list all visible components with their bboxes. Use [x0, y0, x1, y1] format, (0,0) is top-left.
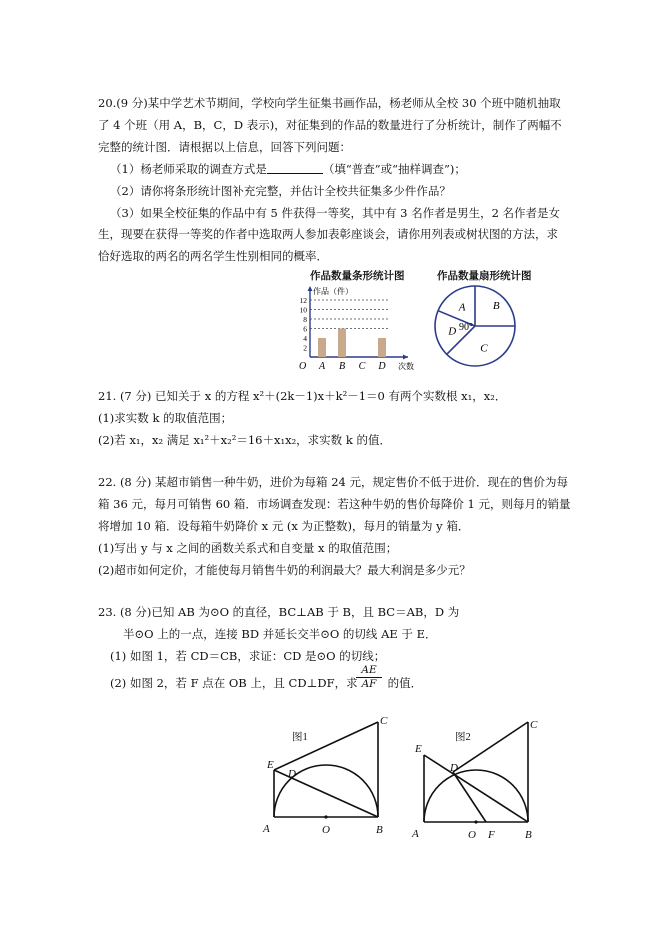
bar-chart [290, 280, 420, 375]
pie-label-d: D [448, 325, 457, 338]
bar-y-tick: 6 [303, 324, 307, 334]
q22-line-3: 将增加 10 箱．设每箱牛奶降价 x 元 (x 为正整数)，每月的销量为 y 箱． [98, 519, 470, 533]
bar-y-tick: 12 [299, 296, 307, 305]
fig2-label-d: D [450, 762, 458, 774]
fig1-label-d: D [288, 768, 296, 780]
fraction-ae-af [356, 664, 382, 691]
fraction-denominator: AF [361, 678, 377, 690]
bar-category-label: D [378, 361, 386, 372]
bar-y-tick: 8 [303, 315, 307, 324]
fig1-label-b: B [376, 824, 383, 836]
q22-line-2: 箱 36 元，每月可销售 60 箱．市场调查发现：若这种牛奶的售价每降价 1 元，则每月的销量 [98, 497, 571, 511]
q21-line-1: 21. (7 分) 已知关于 x 的方程 x²＋(2k－1)x＋k²－1＝0 有两个实数根 x₁，x₂． [98, 389, 507, 403]
bar-a [318, 338, 326, 357]
q22-line-4: (1)写出 y 与 x 之间的函数关系式和自变量 x 的取值范围； [98, 541, 398, 555]
bar-y-tick: 10 [299, 305, 307, 315]
q23-line-2: 半⊙O 上的一点，连接 BD 并延长交半⊙O 的切线 AE 于 E． [123, 627, 437, 641]
q20-sub-1 [110, 161, 466, 177]
q22-line-1: 22. (8 分) 某超市销售一种牛奶，进价为每箱 24 元，规定售价不低于进价．现在的售价为每 [98, 475, 568, 489]
bar-x-label: 次数 [398, 362, 414, 371]
pie-angle-annotation: 90° [459, 322, 473, 333]
fig1-title: 图1 [292, 732, 308, 743]
fig2-label-a: A [412, 828, 419, 840]
bar-origin-label: O [299, 361, 307, 372]
fig1-label-a: A [263, 823, 270, 835]
fig2-label-o: O [468, 829, 476, 841]
figure-2 [408, 712, 548, 842]
q23-sub-2-text: (2) 如图 2，若 F 点在 OB 上，且 CD⊥DF，求 [110, 676, 358, 690]
fig2-label-f: F [488, 829, 495, 841]
q22-line-5: (2)超市如何定价，才能使每月销售牛奶的利润最大？最大利润是多少元？ [98, 563, 471, 577]
bar-category-label: B [338, 361, 346, 372]
pie-label-b: B [492, 299, 500, 312]
bar-b [338, 329, 346, 358]
q23-line-1: 23. (8 分)已知 AB 为⊙O 的直径，BC⊥AB 于 B，且 BC＝AB，D 为 [98, 605, 460, 619]
q21-line-2: (1)求实数 k 的取值范围； [98, 411, 233, 425]
q23-sub-1: (1) 如图 1，若 CD＝CB，求证：CD 是⊙O 的切线； [110, 649, 386, 663]
q21-line-3: (2)若 x₁，x₂ 满足 x₁²＋x₂²＝16＋x₁x₂，求实数 k 的值． [98, 433, 391, 447]
q20-sub-1-tail: （填“普查”或“抽样调查”)； [322, 162, 466, 176]
fig2-label-e: E [415, 743, 422, 755]
bar-category-label: C [358, 361, 366, 372]
q20-sub-2: （2）请你将条形统计图补充完整，并估计全校共征集多少件作品？ [110, 184, 451, 198]
q20-line-1: 20.(9 分)某中学艺术节期间，学校向学生征集书画作品，杨老师从全校 30 个班中随机抽取 [98, 96, 561, 110]
fig2-label-b: B [525, 829, 532, 841]
fig1-label-o: O [322, 824, 330, 836]
q20-sub-3a: （3）如果全校征集的作品中有 5 件获得一等奖，其中有 3 名作者是男生，2 名作者是女 [110, 206, 561, 220]
bar-y-arrow [308, 286, 313, 291]
pie-label-c: C [480, 342, 488, 355]
bar-category-label: A [318, 361, 326, 372]
bar-d [378, 338, 386, 357]
fig2-title: 图2 [455, 732, 471, 743]
pie-label-a: A [458, 301, 466, 314]
q20-line-3: 完整的统计图．请根据以上信息，回答下列问题： [98, 140, 351, 154]
bar-x-arrow [403, 355, 408, 360]
fig2-label-c: C [530, 719, 538, 731]
bar-y-tick: 4 [303, 334, 307, 343]
q20-line-2: 了 4 个班（用 A，B，C，D 表示)，对征集到的作品的数量进行了分析统计，制作了两幅不 [98, 118, 562, 132]
pie-chart-title: 作品数量扇形统计图 [437, 270, 532, 282]
fraction-numerator: AE [356, 664, 382, 678]
figure-1 [258, 712, 398, 842]
bar-y-tick: 2 [303, 343, 307, 353]
fig1-label-e: E [267, 759, 274, 771]
answer-blank [267, 162, 323, 174]
q23-sub-2-tail: 的值． [387, 676, 423, 690]
fig1-label-c: C [380, 715, 388, 727]
bar-chart-title: 作品数量条形统计图 [310, 270, 405, 282]
bar-y-label: 作品（件） [313, 287, 353, 296]
q20-sub-1-text: （1）杨老师采取的调查方式是 [110, 162, 267, 176]
q20-sub-3c: 恰好选取的两名的两名学生性别相同的概率． [98, 249, 328, 263]
pie-chart [430, 282, 520, 372]
q20-sub-3b: 生，现要在获得一等奖的作者中选取两人参加表彰座谈会，请你用列表或树状图的方法，求 [98, 227, 558, 241]
